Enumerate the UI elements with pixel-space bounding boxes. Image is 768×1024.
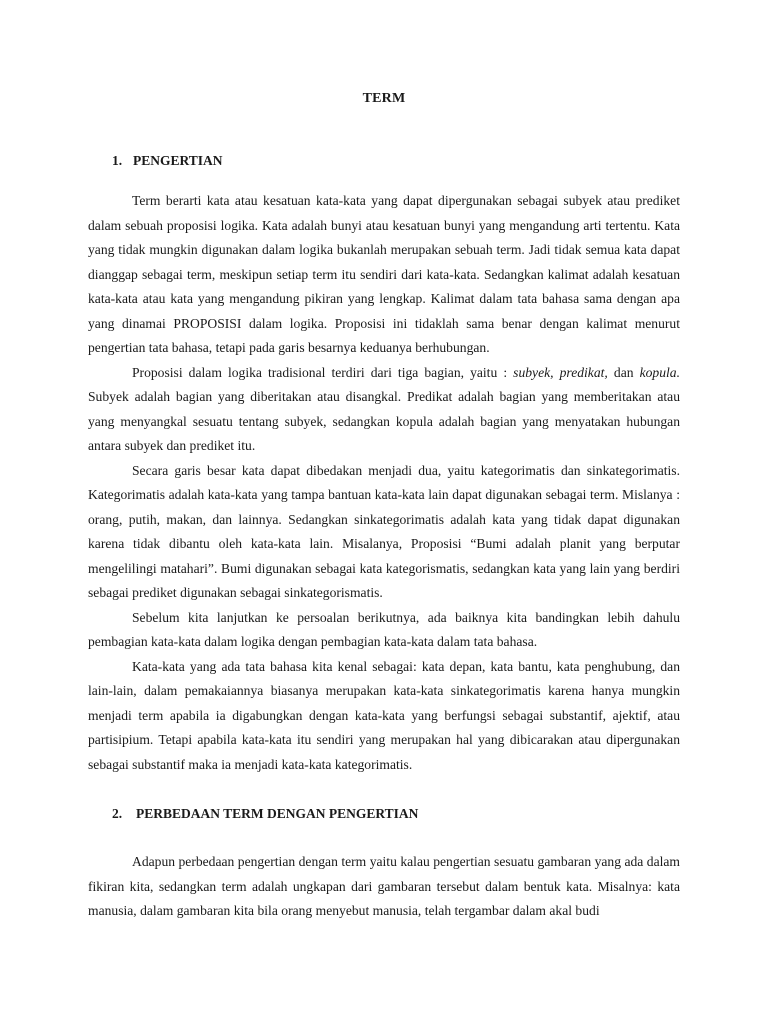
paragraph-text: Subyek adalah bagian yang diberitakan atau disangkal. Predikat adalah bagian yang memberitakan atau yang menyangkal sesuatu tentang subyek, sedangkan kopula adalah bagian yang menyatakan hubungan antara subyek dan prediket itu.	[88, 389, 680, 453]
section-2-title: PERBEDAAN TERM DENGAN PENGERTIAN	[136, 806, 419, 821]
section-1-number: 1.	[112, 153, 123, 168]
section-1-title: PENGERTIAN	[133, 153, 223, 168]
section-2-number: 2.	[112, 806, 123, 821]
section-2-body	[88, 850, 680, 924]
paragraph: Secara garis besar kata dapat dibedakan menjadi dua, yaitu kategorimatis dan sinkategorimatis. Kategorimatis adalah kata-kata yang tampa bantuan kata-kata lain dapat digunakan sebagai term. Mislanya : orang, putih, makan, dan lainnya. Sedangkan sinkategorimatis adalah kata yang tidak dapat digunakan karena tidak dibantu oleh kata-kata lain. Misalanya, Proposisi “Bumi adalah planit yang berputar mengelilingi matahari”. Bumi digunakan sebagai kata kategorismatis, sedangkan kata yang lain yang berdiri sebagai prediket digunakan sebagai sinkategorismatis.	[88, 462, 680, 600]
paragraph: Term berarti kata atau kesatuan kata-kata yang dapat dipergunakan sebagai subyek atau prediket dalam sebuah proposisi logika. Kata adalah bunyi atau kesatuan bunyi yang mengandung arti tertentu. Kata yang tidak mungkin digunakan dalam logika bukanlah merupakan sebuah term. Jadi tidak semua kata dapat dianggap sebagai term, meskipun setiap term itu sendiri dari kata-kata. Sedangkan kalimat adalah kesatuan kata-kata atau kata yang mengandung pikiran yang lengkap. Kalimat dalam tata bahasa sama dengan apa yang dinamai PROPOSISI dalam logika. Proposisi ini tidaklah sama benar dengan kalimat menurut pengertian tata bahasa, tetapi pada garis besarnya keduanya berhubungan.	[88, 193, 680, 355]
paragraph: Adapun perbedaan pengertian dengan term yaitu kalau pengertian sesuatu gambaran yang ada dalam fikiran kita, sedangkan term adalah ungkapan dari gambaran tersebut dalam bentuk kata. Misalnya: kata manusia, dalam gambaran kita bila orang menyebut manusia, telah tergambar dalam akal budi	[88, 854, 680, 918]
paragraph-text: Proposisi dalam logika tradisional terdiri dari tiga bagian, yaitu :	[132, 364, 514, 380]
paragraph	[88, 361, 680, 459]
section-2-heading	[112, 806, 418, 822]
italic-term: kopula.	[639, 364, 680, 380]
paragraph: Sebelum kita lanjutkan ke persoalan berikutnya, ada baiknya kita bandingkan lebih dahulu pembagian kata-kata dalam logika dengan pembagian kata-kata dalam tata bahasa.	[88, 609, 680, 649]
paragraph: Kata-kata yang ada tata bahasa kita kenal sebagai: kata depan, kata bantu, kata penghubung, dan lain-lain, dalam pemakaiannya biasanya merupakan kata-kata sinkategorimatis karena hanya mungkin menjadi term apabila ia digabungkan dengan kata-kata yang berfungsi sebagai substantif, ajektif, atau partisipium. Tetapi apabila kata-kata itu sendiri yang merupakan hal yang dibicarakan atau dipergunakan sebagai substantif maka ia menjadi kata-kata kategorimatis.	[88, 658, 680, 772]
section-1-heading	[112, 153, 223, 169]
section-1-body	[88, 189, 680, 777]
paragraph-text: dan	[607, 364, 640, 380]
italic-term: subyek, predikat,	[513, 364, 608, 380]
document-title: TERM	[362, 91, 406, 106]
